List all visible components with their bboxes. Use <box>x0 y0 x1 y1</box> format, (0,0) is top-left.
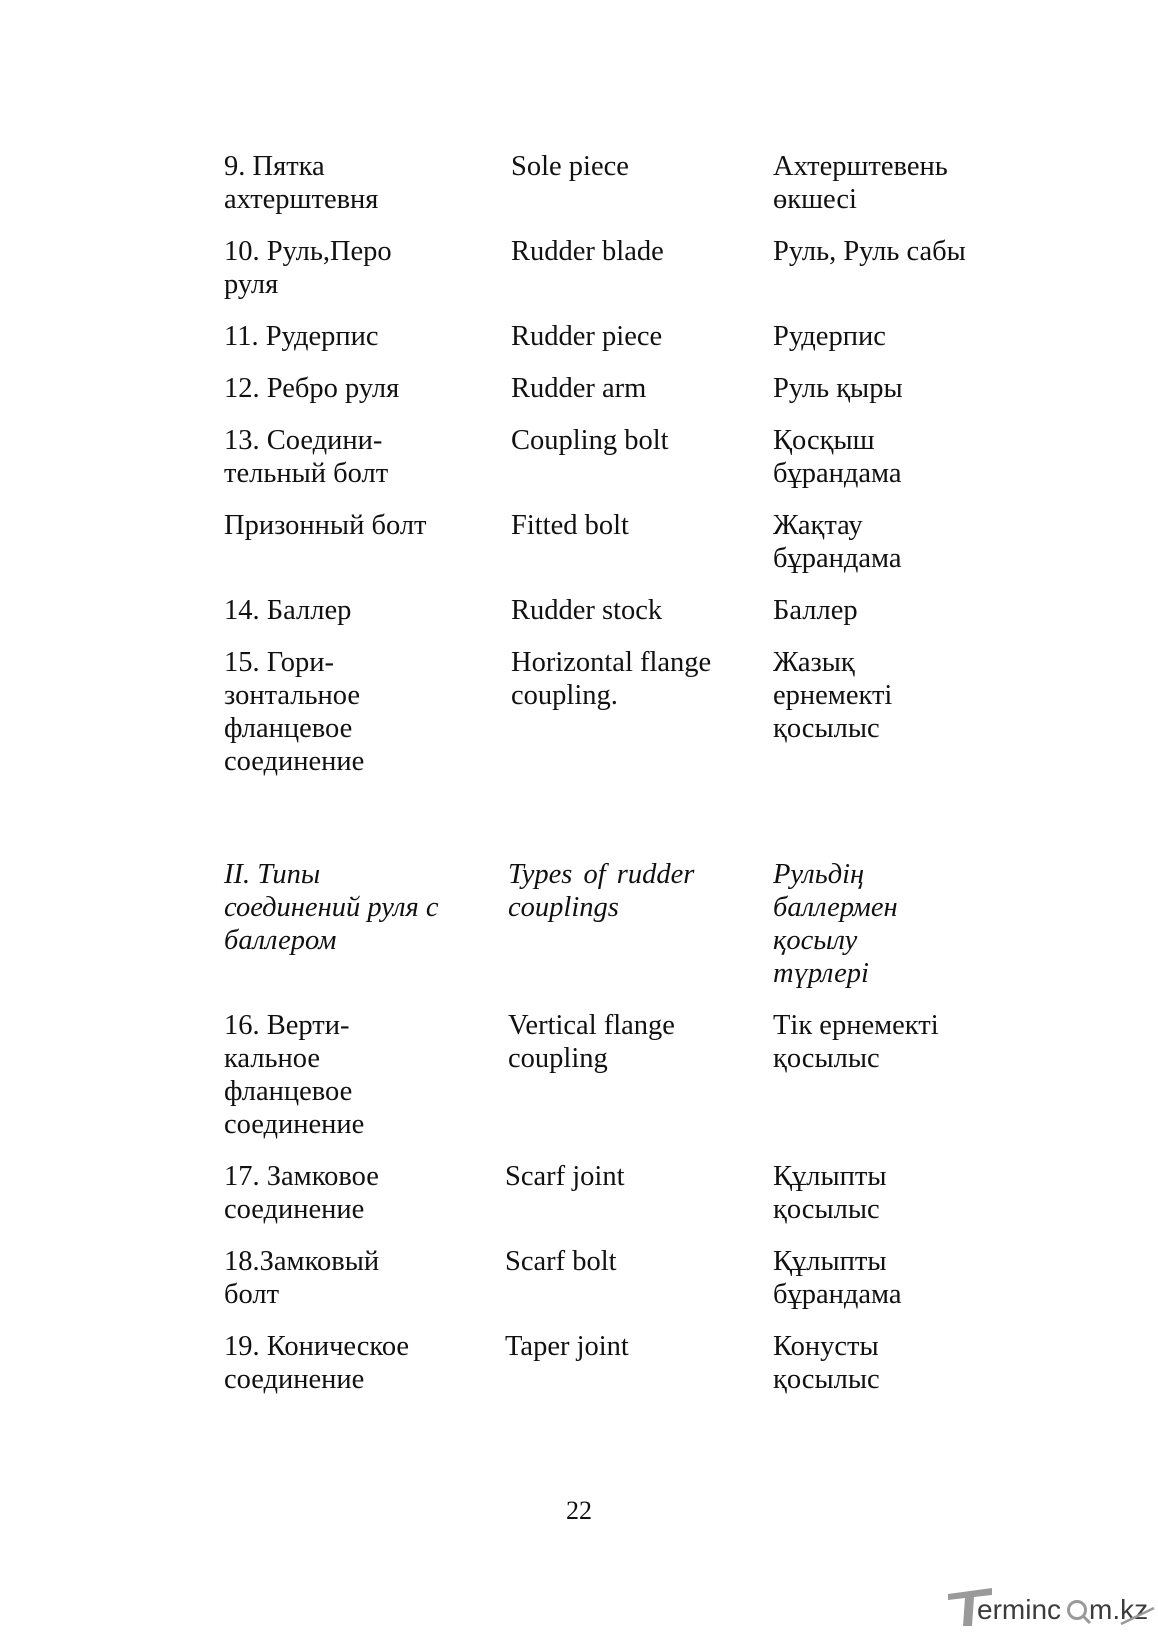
english-term: Taper joint <box>505 1331 629 1362</box>
termincom-logo <box>946 1586 1156 1630</box>
russian-term: 16. Верти-кальное фланцевое соединение <box>224 1010 365 1140</box>
svg-text:m.kz: m.kz <box>1089 1594 1149 1625</box>
kazakh-term: Жақтау бұрандама <box>773 510 902 574</box>
terminology-table <box>224 150 1004 1415</box>
section-heading-english: Types of rudder couplings <box>508 859 695 923</box>
section-heading-row <box>224 858 1004 990</box>
table-row <box>224 320 1004 353</box>
table-row <box>224 235 1004 301</box>
kazakh-term: Руль, Руль сабы <box>773 236 966 267</box>
english-term: Rudder arm <box>511 373 647 404</box>
russian-term: 9. Пятка ахтерштевня <box>224 151 379 215</box>
english-term: Horizontal flange coupling. <box>511 647 712 711</box>
english-term: Vertical flange coupling <box>508 1010 675 1074</box>
english-term: Coupling bolt <box>511 425 669 456</box>
kazakh-term: Баллер <box>773 595 858 626</box>
russian-term: 10. Руль,Перо руля <box>224 236 392 300</box>
russian-term: 14. Баллер <box>224 595 352 626</box>
english-term: Fitted bolt <box>511 510 629 541</box>
english-term: Scarf joint <box>505 1161 625 1192</box>
kazakh-term: Рудерпис <box>773 321 886 352</box>
table-row <box>224 150 1004 216</box>
table-row <box>224 424 1004 490</box>
section-heading-kazakh: Рульдің баллермен қосылу түрлері <box>773 859 898 989</box>
page-number: 22 <box>566 1496 592 1525</box>
english-term: Scarf bolt <box>505 1246 617 1277</box>
kazakh-term: Құлыпты қосылыс <box>773 1161 887 1225</box>
kazakh-term: Жазық ернемекті қосылыс <box>773 647 893 744</box>
russian-term: 12. Ребро руля <box>224 373 400 404</box>
kazakh-term: Құлыпты бұрандама <box>773 1246 902 1310</box>
russian-term: 19. Коническое соединение <box>224 1331 410 1395</box>
table-row <box>224 509 1004 575</box>
table-row <box>224 1330 1004 1396</box>
russian-term: 18.Замковый болт <box>224 1246 380 1310</box>
section-heading-russian: II. Типы соединений руля с баллером <box>224 859 439 956</box>
svg-text:erminc: erminc <box>977 1594 1062 1625</box>
table-row <box>224 1009 1004 1141</box>
russian-term: 15. Гори-зонтальное фланцевое соединение <box>224 647 365 777</box>
kazakh-term: Ахтерштевень өкшесі <box>773 151 948 215</box>
english-term: Sole piece <box>511 151 629 182</box>
kazakh-term: Конусты қосылыс <box>773 1331 880 1395</box>
table-row <box>224 1160 1004 1226</box>
kazakh-term: Қосқыш бұрандама <box>773 425 902 489</box>
table-row <box>224 1245 1004 1311</box>
table-row <box>224 646 1004 778</box>
russian-term: Призонный болт <box>224 510 427 541</box>
kazakh-term: Руль қыры <box>773 373 903 404</box>
russian-term: 13. Соедини-тельный болт <box>224 425 389 489</box>
russian-term: 17. Замковое соединение <box>224 1161 379 1225</box>
table-row <box>224 372 1004 405</box>
kazakh-term: Тік ернемекті қосылыс <box>773 1010 939 1074</box>
english-term: Rudder piece <box>511 321 663 352</box>
table-row <box>224 594 1004 627</box>
russian-term: 11. Рудерпис <box>224 321 379 352</box>
english-term: Rudder stock <box>511 595 663 626</box>
english-term: Rudder blade <box>511 236 664 267</box>
